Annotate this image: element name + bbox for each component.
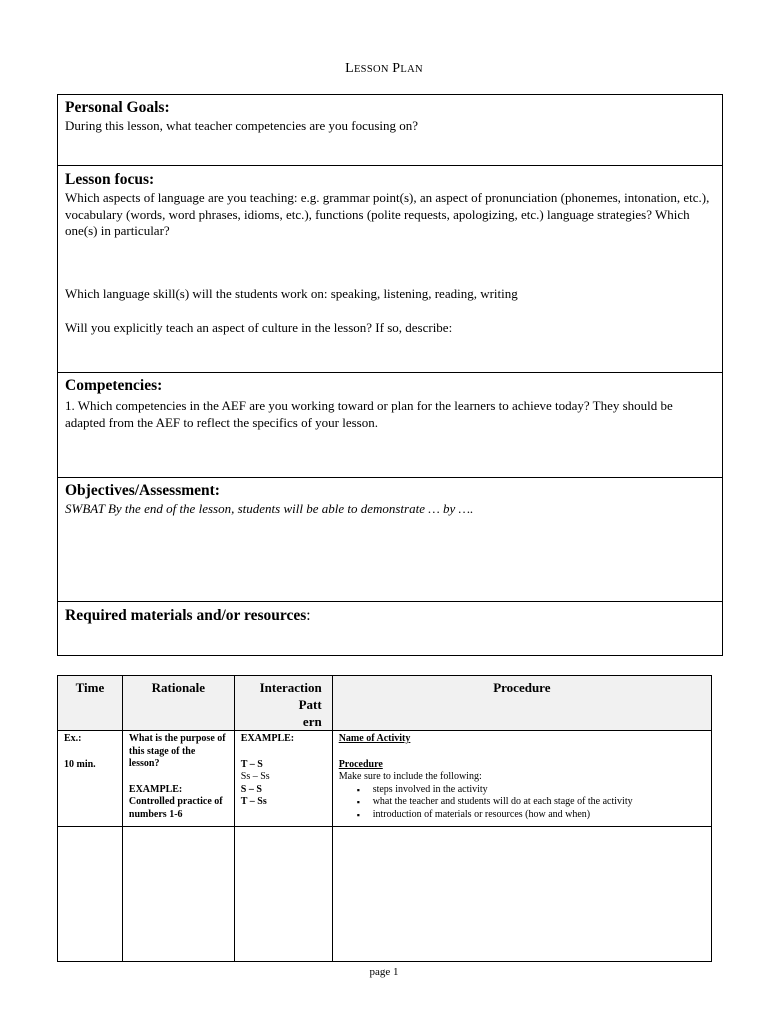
header-rationale: Rationale [122,676,234,731]
empty-time-cell[interactable] [58,827,123,962]
lesson-plan-form [57,94,723,656]
header-procedure: Procedure [332,676,711,731]
example-time-cell[interactable]: Ex.: 10 min. [58,731,123,827]
example-rationale-cell[interactable]: What is the purpose of this stage of the lesson? EXAMPLE: Controlled practice of numbers 1-6 [122,731,234,827]
page-number: page 1 [369,966,399,978]
list-item: ▪ introduction of materials or resources (how and when) [373,809,705,822]
lesson-focus-prompt-aspects: Which aspects of language are you teaching: e.g. grammar point(s), an aspect of pronunciation (phonemes, intonation, etc.), vocabulary (words, word phrases, idioms, etc.), functions (polite requests, apologizing, etc.) language strategies? Which one(s) in particular? [65,190,710,238]
header-interaction-pattern: Interaction Patt ern [234,676,332,731]
competencies-prompt: 1. Which competencies in the AEF are you working toward or plan for the learners to achieve today? They should be adapted from the AEF to reflect the specifics of your lesson. [65,398,673,430]
personal-goals-prompt: During this lesson, what teacher competencies are you focusing on? [65,118,419,133]
lesson-focus-prompt-skills: Which language skill(s) will the students work on: speaking, listening, reading, writing [65,285,518,301]
lesson-focus-prompt-culture: Will you explicitly teach an aspect of culture in the lesson? If so, describe: [65,320,453,335]
header-time: Time [58,676,123,731]
procedure-bullet-list [339,784,705,822]
materials-heading: Required materials and/or resources: [65,607,311,624]
procedure-table [57,675,712,962]
list-item: ▪ steps involved in the activity [373,784,705,797]
objectives-section[interactable] [58,478,722,602]
activity-name-label: Name of Activity [338,733,411,744]
table-row [58,827,712,962]
empty-rationale-cell[interactable] [122,827,234,962]
personal-goals-section[interactable] [58,95,722,166]
lesson-focus-section[interactable] [58,166,722,373]
table-header-row [58,676,712,731]
personal-goals-heading: Personal Goals: [65,99,170,116]
lesson-focus-heading: Lesson focus: [65,171,155,188]
empty-procedure-cell[interactable] [332,827,711,962]
example-interaction-cell[interactable]: EXAMPLE: T – S Ss – Ss S – S T – Ss [234,731,332,827]
procedure-label: Procedure [338,758,383,770]
list-item: ▪ what the teacher and students will do at each stage of the activity [373,796,705,809]
objectives-heading: Objectives/Assessment: [65,482,220,499]
table-row [58,731,712,827]
example-procedure-cell[interactable]: Name of Activity Procedure Make sure to include the following: ▪ steps involved in the activity ▪ what the teacher and students will do at each stage of the activity ▪ introduction of materials or resources (how and when) [332,731,711,827]
competencies-section[interactable] [58,373,722,478]
empty-interaction-cell[interactable] [234,827,332,962]
document-title: LESSON PLAN [345,61,423,76]
materials-section[interactable] [58,602,722,655]
competencies-heading: Competencies: [65,377,163,394]
objectives-prompt: SWBAT By the end of the lesson, students will be able to demonstrate … by …. [65,501,474,516]
